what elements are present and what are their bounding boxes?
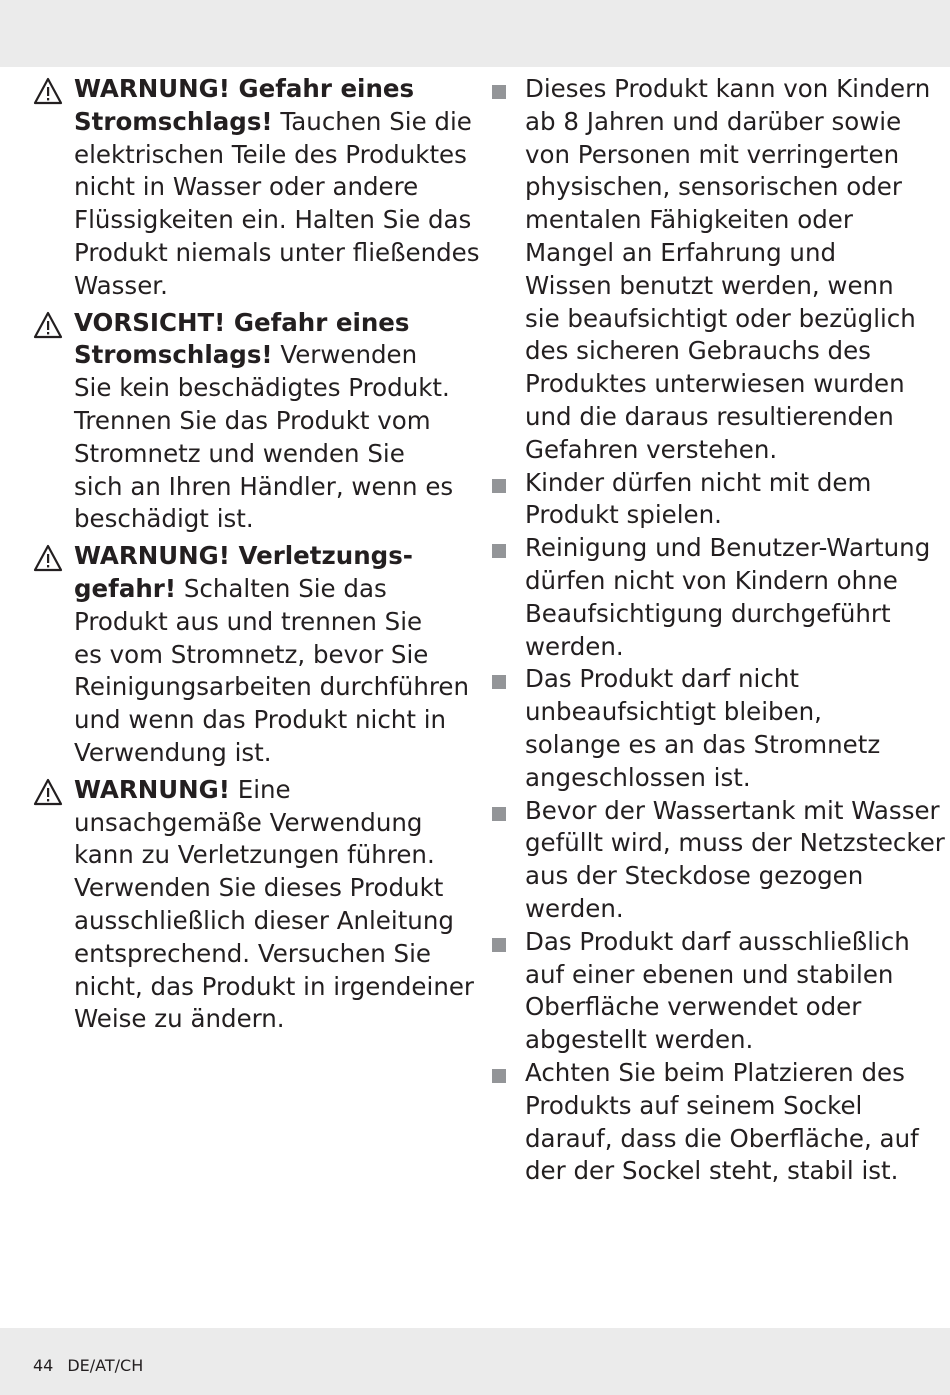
warning-text: nicht, das Produkt in irgendeiner [74,971,474,1001]
warning-triangle-icon [33,311,63,339]
list-item-text: Achten Sie beim Platzieren des [525,1057,905,1087]
safety-bullets-column [489,73,945,1188]
warning-text: Trennen Sie das Produkt vom [74,405,431,435]
list-item-text: mentalen Fähigkeiten oder [525,205,853,235]
warning-text: Eine [229,774,291,804]
list-item [489,73,931,467]
warning-text: sich an Ihren Händler, wenn es [74,471,454,501]
list-item-text: ab 8 Jahren und darüber sowie [525,106,902,136]
list-item-text: und die daraus resultierenden [525,401,894,431]
list-item-text: Oberfläche verwendet oder [525,992,862,1022]
list-item-text: Reinigung und Benutzer-Wartung [525,533,931,563]
list-item-text: Wissen benutzt werden, wenn [525,270,894,300]
list-item-text: Produkts auf seinem Sockel [525,1090,863,1120]
list-item-text: von Personen mit verringerten [525,139,900,169]
header-band [0,0,950,67]
warning-text: Flüssigkeiten ein. Halten Sie das [74,205,472,235]
list-item-text: auf einer ebenen und stabilen [525,959,894,989]
warning-text: es vom Stromnetz, bevor Sie [74,639,429,669]
list-item-text: Produktes unterwiesen wurden [525,369,905,399]
square-bullet-icon [492,479,506,493]
list-item-text: Kinder dürfen nicht mit dem [525,467,872,497]
warning-item [33,774,473,1036]
list-item-text: des sicheren Gebrauchs des [525,336,871,366]
warning-text: unsachgemäße Verwendung [74,807,423,837]
warning-text: elektrischen Teile des Produktes [74,139,467,169]
square-bullet-icon [492,807,506,821]
list-item-text: werden. [525,893,624,923]
warnings-column [33,73,480,1040]
square-bullet-icon [492,85,506,99]
warning-text: entsprechend. Versuchen Sie [74,938,431,968]
list-item-text: gefüllt wird, muss der Netzstecker [525,828,945,858]
warning-text: Produkt aus und trennen Sie [74,606,423,636]
warning-title: Stromschlags! [74,340,273,370]
square-bullet-icon [492,1069,506,1083]
list-item-text: werden. [525,631,624,661]
list-item-text: der der Sockel steht, stabil ist. [525,1156,899,1186]
warning-text: Sie kein beschädigtes Produkt. [74,373,450,403]
list-item [489,795,945,926]
list-item-text: Dieses Produkt kann von Kindern [525,74,931,103]
warning-triangle-icon [33,778,63,806]
list-item [489,467,919,533]
square-bullet-icon [492,938,506,952]
warning-text: Produkt niemals unter fließendes [74,237,480,267]
list-item-text: Das Produkt darf nicht [525,664,799,694]
list-item-text: solange es an das Stromnetz [525,729,881,759]
list-item-text: dürfen nicht von Kindern ohne [525,565,898,595]
list-item-text: Gefahren verstehen. [525,434,778,464]
list-item-text: Das Produkt darf ausschließlich [525,926,910,956]
warning-title: WARNUNG! Verletzungs- [74,541,413,571]
list-item [489,663,919,794]
warning-title: Stromschlags! [74,106,273,136]
region-label: DE/AT/CH [67,1356,144,1375]
warning-text: Schalten Sie das [176,573,387,603]
warning-triangle-icon [33,77,63,105]
warning-triangle-icon [33,544,63,572]
square-bullet-icon [492,675,506,689]
warning-title: WARNUNG! Gefahr eines [74,74,415,103]
warning-text: Verwenden [272,340,418,370]
warning-text: Wasser. [74,270,168,300]
list-item-text: unbeaufsichtigt bleiben, [525,697,822,727]
warning-title: VORSICHT! Gefahr eines [74,307,410,337]
warning-item [33,540,473,770]
warning-title: WARNUNG! [74,774,230,804]
warning-text: Stromnetz und wenden Sie [74,438,405,468]
warning-text: Weise zu ändern. [74,1004,285,1034]
warning-text: Tauchen Sie die [272,106,472,136]
warning-text: nicht in Wasser oder andere [74,172,419,202]
list-item-text: angeschlossen ist. [525,762,751,792]
list-item-text: abgestellt werden. [525,1025,754,1055]
list-item-text: Mangel an Erfahrung und [525,237,837,267]
warning-item [33,307,473,537]
warning-text: Verwendung ist. [74,737,272,767]
list-item [489,926,919,1057]
warning-text: kann zu Verletzungen führen. [74,840,435,870]
warning-text: und wenn das Produkt nicht in [74,705,447,735]
list-item-text: physischen, sensorischen oder [525,172,902,202]
list-item-text: sie beaufsichtigt oder bezüglich [525,303,916,333]
warning-text: Verwenden Sie dieses Produkt [74,873,444,903]
list-item [489,532,931,663]
list-item-text: darauf, dass die Oberfläche, auf [525,1123,919,1153]
list-item-text: Beaufsichtigung durchgeführt [525,598,891,628]
page-footer [33,1356,143,1375]
page-number: 44 [33,1356,54,1375]
square-bullet-icon [492,544,506,558]
warning-title: gefahr! [74,573,177,603]
warning-text: Reinigungsarbeiten durchführen [74,672,470,702]
warning-item [33,73,480,303]
warning-text: ausschließlich dieser Anleitung [74,905,454,935]
list-item-text: Produkt spielen. [525,500,722,530]
list-item [489,1057,919,1188]
list-item-text: Bevor der Wassertank mit Wasser [525,795,940,825]
list-item-text: aus der Steckdose gezogen [525,861,864,891]
warning-text: beschädigt ist. [74,504,254,534]
